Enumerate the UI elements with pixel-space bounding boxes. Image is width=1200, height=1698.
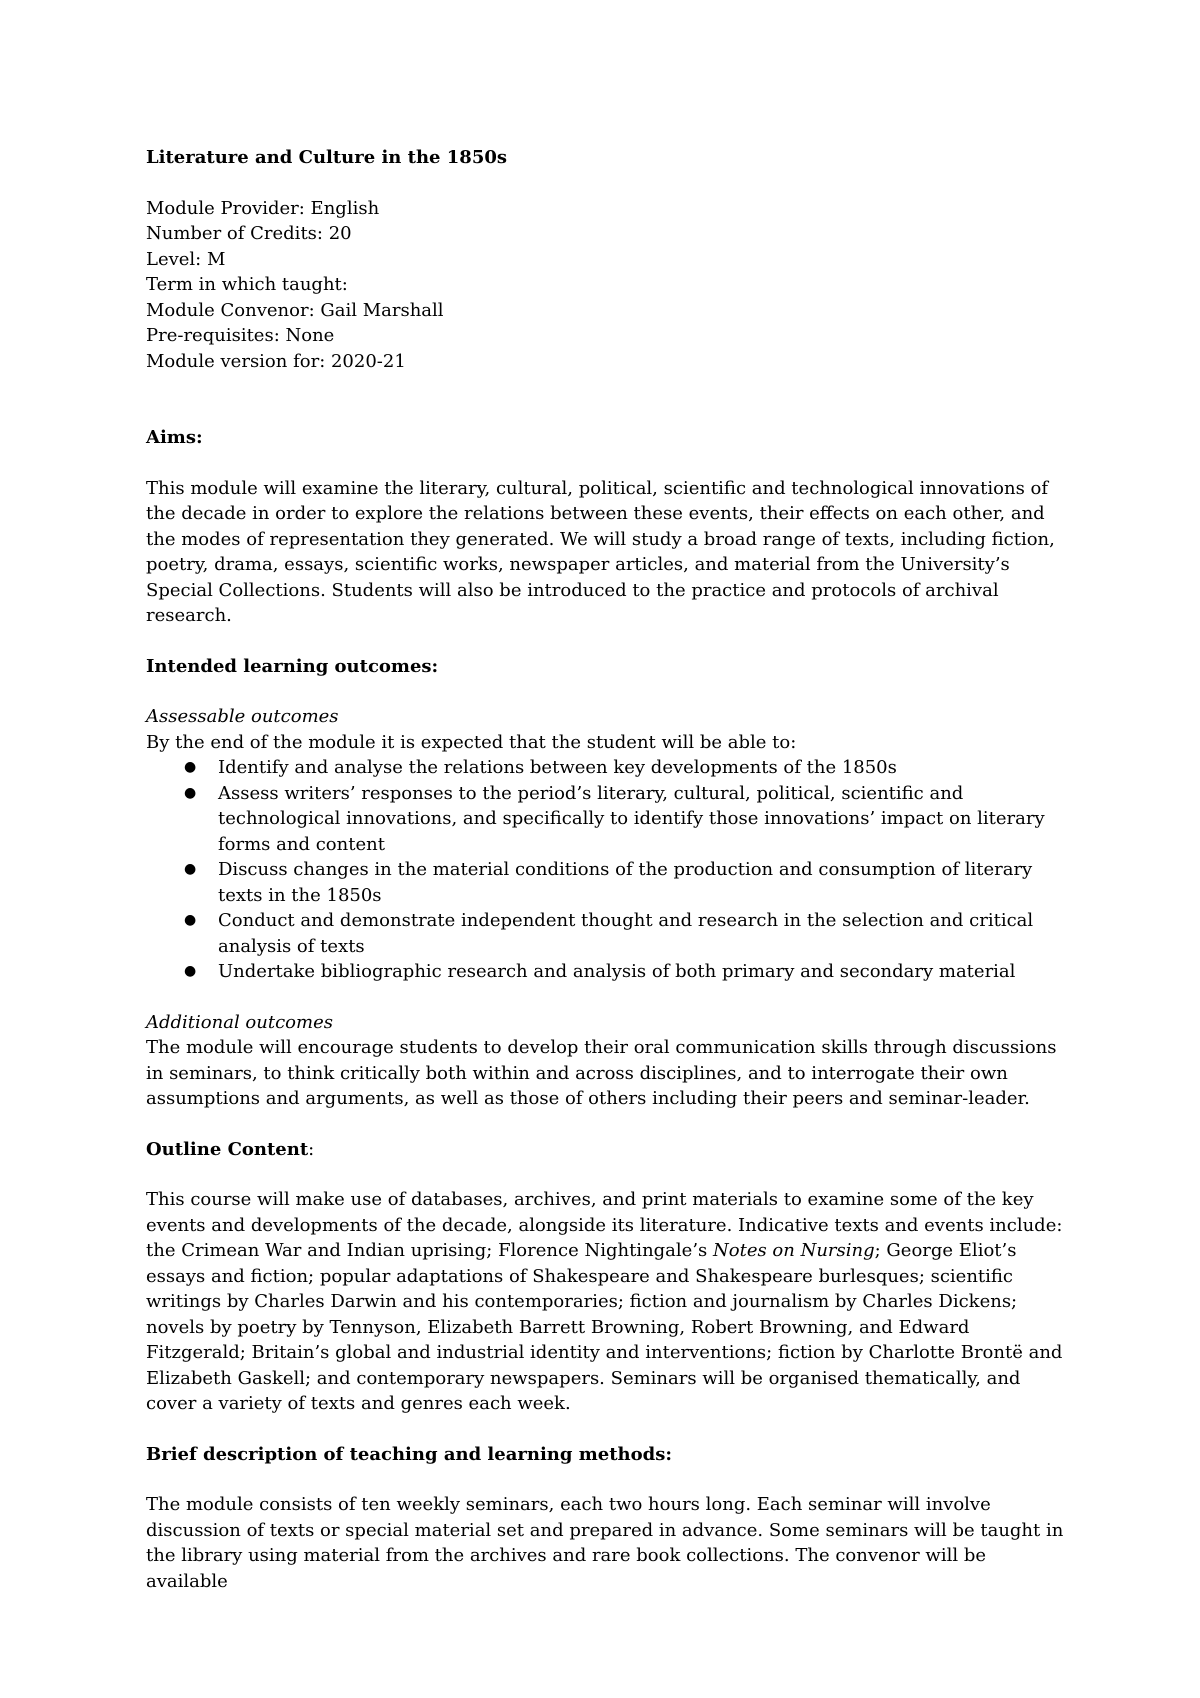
list-item-text: Discuss changes in the material conditions of the production and consumption of literary texts in the 1850s — [218, 859, 1033, 906]
module-level: Level: M — [146, 248, 226, 270]
bullet-icon: ● — [184, 963, 197, 979]
methods-heading: Brief description of teaching and learning methods: — [146, 1443, 672, 1465]
aims-body: This module will examine the literary, cultural, political, scientific and technological innovations of the decade in order to explore the relations between these events, their effects on each other, and the modes of representation they generated. We will study a broad range of texts, including fiction, poetry, drama, essays, scientific works, newspaper articles, and material from the University’s Special Collections. Students will also be introduced to the practice and protocols of archival research. — [146, 477, 1055, 626]
outline-body-part2: ; George Eliot’s essays and fiction; popular adaptations of Shakespeare and Shakespeare burlesques; scientific writings by Charles Darwin and his contemporaries; fiction and journalism by Charles Dickens; novels by poetry by Tennyson, Elizabeth Barrett Browning, Robert Browning, and Edward Fitzgerald; Britain’s global and industrial identity and interventions; fiction by Charlotte Brontë and Elizabeth Gaskell; and contemporary newspapers. Seminars will be organised thematically, and cover a variety of texts and genres each week. — [146, 1240, 1063, 1414]
number-of-credits: Number of Credits: 20 — [146, 223, 352, 244]
additional-outcomes-label: Additional outcomes — [146, 1011, 333, 1033]
list-item-text: Conduct and demonstrate independent thought and research in the selection and critical analysis of texts — [218, 910, 1034, 957]
assessable-outcomes-label: Assessable outcomes — [146, 706, 339, 727]
outline-heading: Outline Content — [146, 1138, 309, 1160]
list-item — [146, 908, 1066, 959]
module-metadata — [146, 196, 1066, 375]
bullet-icon: ● — [184, 912, 197, 928]
outline-body-part1: This course will make use of databases, archives, and print materials to examine some of the key events and developments of the decade, alongside its literature. Indicative texts and events include: the Crimean War and Indian uprising; Florence Nightingale’s — [146, 1189, 1063, 1261]
list-item — [146, 781, 1066, 858]
list-item — [146, 857, 1066, 908]
outcomes-list — [146, 755, 1066, 985]
outline-body-italic: Notes on Nursing — [713, 1240, 875, 1261]
list-item-text: Identify and analyse the relations between key developments of the 1850s — [218, 757, 897, 778]
outline-heading-line — [146, 1137, 1066, 1163]
methods-body: The module consists of ten weekly seminars, each two hours long. Each seminar will involve discussion of texts or special material set and prepared in advance. Some seminars will be taught in the library using material from the archives and rare book collections. The convenor will be available — [146, 1494, 1064, 1592]
bullet-icon: ● — [184, 759, 197, 775]
outline-body — [146, 1187, 1066, 1417]
document-title: Literature and Culture in the 1850s — [146, 147, 508, 168]
module-convenor: Module Convenor: Gail Marshall — [146, 299, 444, 321]
pre-requisites: Pre-requisites: None — [146, 325, 335, 346]
list-item — [146, 959, 1066, 985]
bullet-icon: ● — [184, 784, 197, 801]
outcomes-heading: Intended learning outcomes: — [146, 655, 439, 677]
module-version: Module version for: 2020-21 — [146, 350, 406, 372]
outline-heading-suffix: : — [308, 1138, 315, 1160]
list-item — [146, 755, 1066, 781]
outcomes-intro: By the end of the module it is expected that the student will be able to: — [146, 731, 797, 753]
module-provider: Module Provider: English — [146, 197, 380, 219]
aims-heading: Aims: — [146, 427, 203, 448]
document-page — [146, 145, 1066, 1594]
term-taught: Term in which taught: — [146, 274, 348, 295]
list-item-text: Assess writers’ responses to the period’s literary, cultural, political, scientific and technological innovations, and specifically to identify those innovations’ impact on literary forms and content — [218, 782, 1045, 855]
bullet-icon: ● — [184, 861, 197, 877]
list-item-text: Undertake bibliographic research and analysis of both primary and secondary material — [218, 961, 1016, 982]
additional-outcomes-body: The module will encourage students to develop their oral communication skills through discussions in seminars, to think critically both within and across disciplines, and to interrogate their own assumptions and arguments, as well as those of others including their peers and seminar-leader. — [146, 1037, 1057, 1109]
